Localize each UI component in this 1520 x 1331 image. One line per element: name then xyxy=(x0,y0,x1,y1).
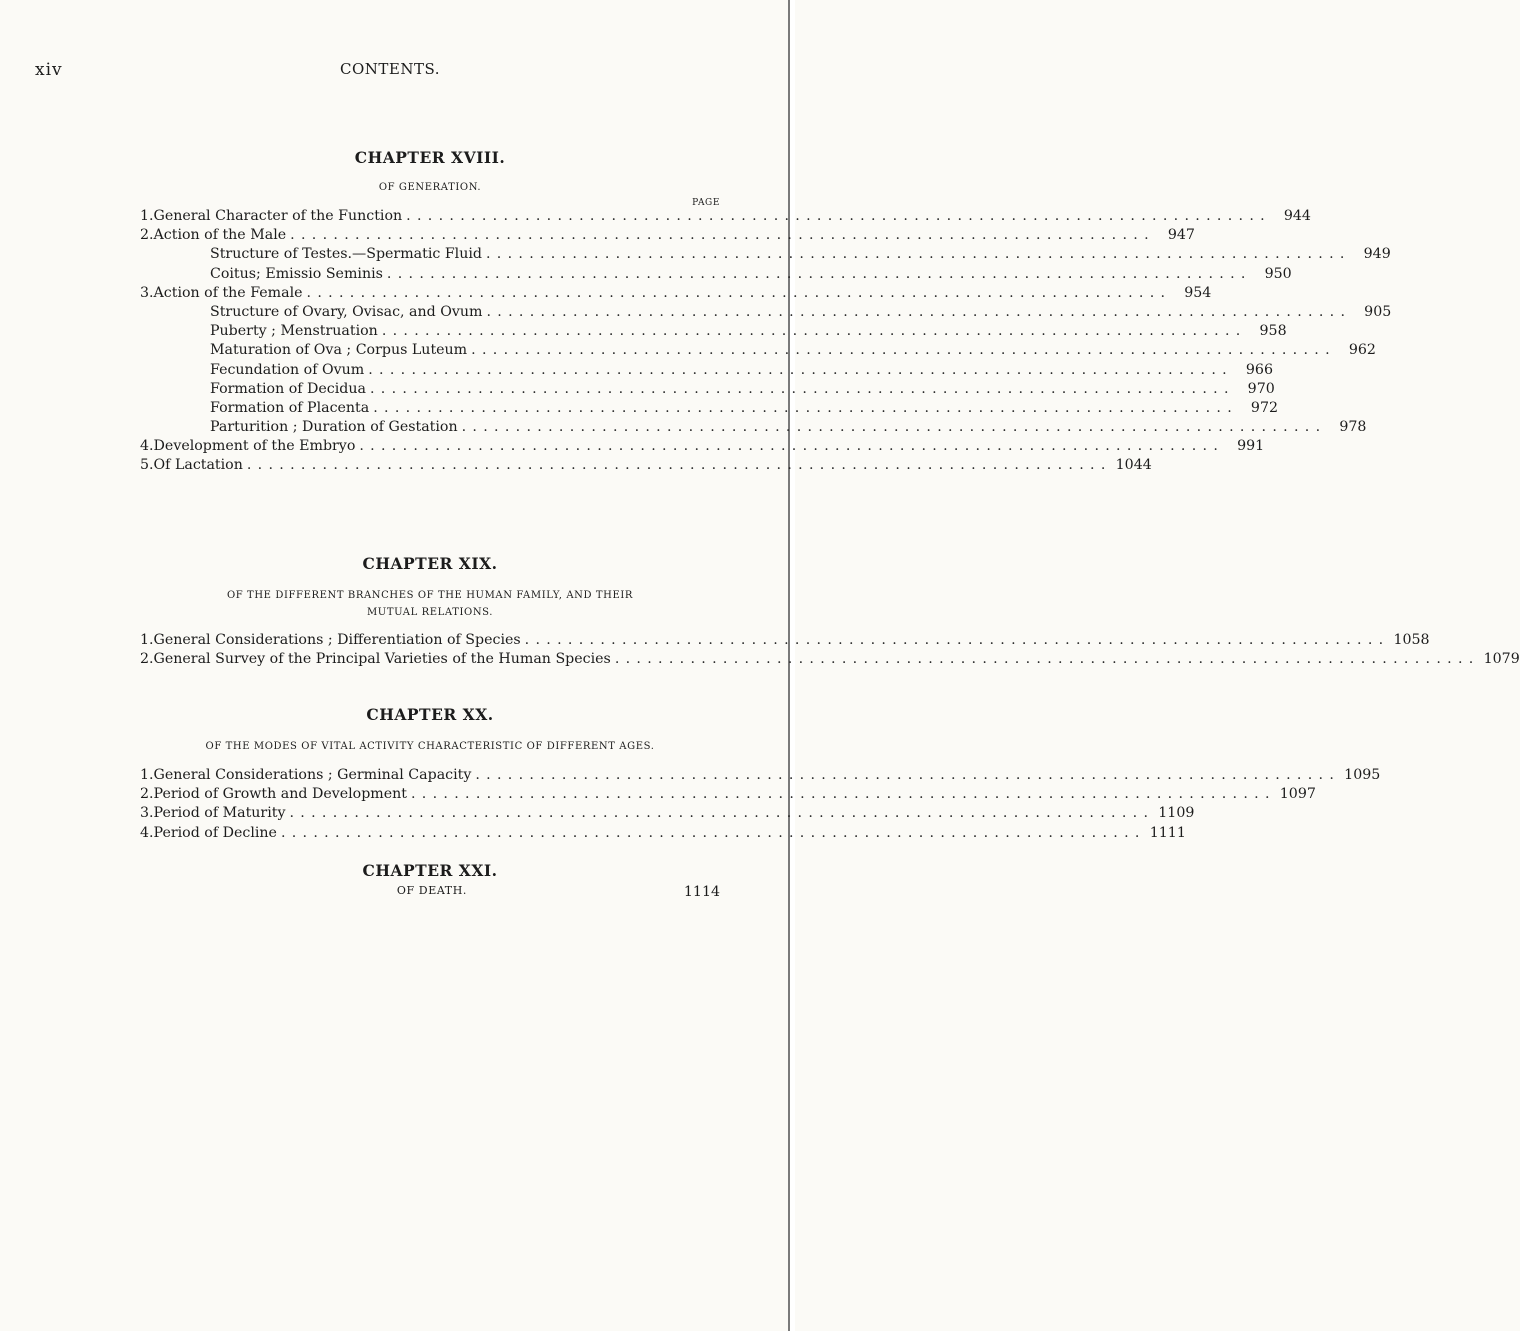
entry-title: Action of the Female xyxy=(153,284,303,301)
toc-entry xyxy=(140,284,1212,304)
entry-page-number: 1095 xyxy=(1344,767,1381,783)
entry-number: 3. xyxy=(140,805,154,822)
chapter-subtitle: OF THE MODES OF VITAL ACTIVITY CHARACTERISTIC OF DIFFERENT AGES. xyxy=(205,741,655,752)
toc-entry xyxy=(175,419,1367,438)
dot-leader: ................................................................................ xyxy=(280,824,1146,841)
toc-entry xyxy=(140,786,1316,805)
chapter-xx xyxy=(140,705,1381,844)
toc-entry xyxy=(140,805,1195,824)
dot-leader: ................................................................................ xyxy=(373,399,1239,416)
entry-page-number: 1109 xyxy=(1158,805,1195,822)
dot-leader: ................................................................................ xyxy=(461,419,1327,436)
entry-number: 2. xyxy=(140,786,154,803)
chapter-subtitle-line-1: OF THE DIFFERENT BRANCHES OF THE HUMAN FAMILY, AND THEIR xyxy=(226,590,634,601)
entry-number: 1. xyxy=(140,208,154,224)
entry-page-number: 954 xyxy=(1184,284,1212,301)
entry-page-number: 958 xyxy=(1259,323,1287,340)
chapter-subtitle: OF GENERATION. xyxy=(378,182,482,193)
chapter-heading: CHAPTER XX. xyxy=(366,705,494,724)
chapter-heading: CHAPTER XIX. xyxy=(362,554,498,573)
entry-number: 4. xyxy=(140,824,154,841)
dot-leader: ................................................................................ xyxy=(475,767,1341,783)
toc-entry xyxy=(175,265,1292,285)
toc-list xyxy=(140,632,1520,670)
toc-entry xyxy=(140,651,1520,670)
entry-page-number: 970 xyxy=(1247,380,1275,397)
entry-page-number: 1097 xyxy=(1279,786,1316,803)
dot-leader: ................................................................................ xyxy=(485,246,1351,263)
dot-leader: ................................................................................ xyxy=(614,651,1480,668)
entry-title: Formation of Placenta xyxy=(210,399,370,416)
entry-title: Fecundation of Ovum xyxy=(210,361,365,378)
toc-entry xyxy=(175,342,1376,361)
dot-leader: ................................................................................ xyxy=(289,805,1155,822)
entry-page-number: 1111 xyxy=(1149,824,1186,841)
entry-page-number: 1079 xyxy=(1483,651,1520,668)
chapter-subtitle-line-2: MUTUAL RELATIONS. xyxy=(366,607,494,618)
dot-leader: ................................................................................ xyxy=(406,208,1271,224)
page-column-label: PAGE xyxy=(692,198,720,208)
entry-title: Structure of Testes.—Spermatic Fluid xyxy=(210,246,482,263)
chapter-subtitle: OF DEATH. xyxy=(396,884,468,897)
toc-entry xyxy=(140,824,1186,844)
entry-title: Period of Maturity xyxy=(153,805,286,822)
toc-entry xyxy=(175,399,1279,419)
entry-page-number: 978 xyxy=(1339,419,1367,436)
entry-number: 2. xyxy=(140,651,154,668)
toc-entry xyxy=(140,632,1430,651)
entry-title: Action of the Male xyxy=(153,227,287,244)
entry-page-number: 962 xyxy=(1348,342,1376,359)
entry-number: 4. xyxy=(140,438,154,455)
chapter-xxi xyxy=(140,861,720,900)
dot-leader: ................................................................................ xyxy=(381,323,1247,340)
toc-entry xyxy=(175,380,1275,400)
entry-page-number: 950 xyxy=(1264,265,1292,282)
dot-leader: ................................................................................ xyxy=(368,361,1233,378)
entry-title: Period of Decline xyxy=(153,824,277,841)
entry-title: Parturition ; Duration of Gestation xyxy=(210,419,458,436)
dot-leader: ................................................................................ xyxy=(306,284,1172,301)
entry-page-number: 905 xyxy=(1364,303,1392,320)
entry-title: Formation of Decidua xyxy=(210,380,366,397)
chapter-heading: CHAPTER XVIII. xyxy=(354,148,506,167)
dot-leader: ................................................................................ xyxy=(369,380,1235,397)
dot-leader: ................................................................................ xyxy=(290,227,1155,244)
dot-leader: ................................................................................ xyxy=(471,342,1336,359)
chapter-page-number: 1114 xyxy=(683,884,720,900)
entry-title: General Character of the Function xyxy=(153,208,403,224)
entry-page-number: 972 xyxy=(1250,399,1279,416)
toc-entry xyxy=(140,208,1311,227)
entry-title: Development of the Embryo xyxy=(153,438,356,455)
entry-number: 1. xyxy=(140,632,154,648)
dot-leader: ................................................................................ xyxy=(386,265,1252,282)
chapter-xix xyxy=(140,554,1520,670)
entry-number: 1. xyxy=(140,767,154,783)
folio: xiv xyxy=(35,60,63,80)
entry-title: General Survey of the Principal Varieties of the Human Species xyxy=(153,651,611,668)
toc-entry xyxy=(140,227,1195,246)
entry-title: Period of Growth and Development xyxy=(153,786,407,803)
entry-title: Coitus; Emissio Seminis xyxy=(210,265,383,282)
toc-entry xyxy=(175,361,1273,381)
running-title: CONTENTS. xyxy=(340,60,440,78)
entry-page-number: 944 xyxy=(1283,208,1311,224)
entry-title: Puberty ; Menstruation xyxy=(210,323,378,340)
entry-title: Maturation of Ova ; Corpus Luteum xyxy=(210,342,468,359)
entry-page-number: 1044 xyxy=(1115,457,1152,474)
entry-title: Of Lactation xyxy=(153,457,243,474)
entry-page-number: 1058 xyxy=(1393,632,1430,648)
entry-title: General Considerations ; Germinal Capacity xyxy=(153,767,472,783)
entry-page-number: 949 xyxy=(1363,246,1391,263)
dot-leader: ................................................................................ xyxy=(486,303,1352,320)
toc-list xyxy=(140,208,1392,477)
toc-entry xyxy=(140,438,1265,457)
dot-leader: ................................................................................ xyxy=(410,786,1276,803)
dot-leader: ................................................................................ xyxy=(524,632,1390,648)
toc-entry xyxy=(140,767,1381,786)
entry-title: Structure of Ovary, Ovisac, and Ovum xyxy=(210,303,483,320)
toc-entry xyxy=(175,246,1391,265)
page-header xyxy=(0,60,780,84)
dot-leader: ................................................................................ xyxy=(359,438,1225,455)
entry-page-number: 966 xyxy=(1245,361,1273,378)
entry-title: General Considerations ; Differentiation of Species xyxy=(153,632,521,648)
entry-page-number: 991 xyxy=(1237,438,1265,455)
entry-number: 3. xyxy=(140,284,154,301)
entry-number: 5. xyxy=(140,457,154,474)
dot-leader: ................................................................................ xyxy=(246,457,1112,474)
toc-entry xyxy=(140,457,1152,476)
chapter-heading: CHAPTER XXI. xyxy=(362,861,498,880)
entry-page-number: 947 xyxy=(1167,227,1195,244)
chapter-xviii xyxy=(140,148,1392,477)
toc-entry xyxy=(175,303,1392,323)
entry-number: 2. xyxy=(140,227,154,244)
toc-list xyxy=(140,767,1381,844)
toc-entry xyxy=(175,323,1287,342)
